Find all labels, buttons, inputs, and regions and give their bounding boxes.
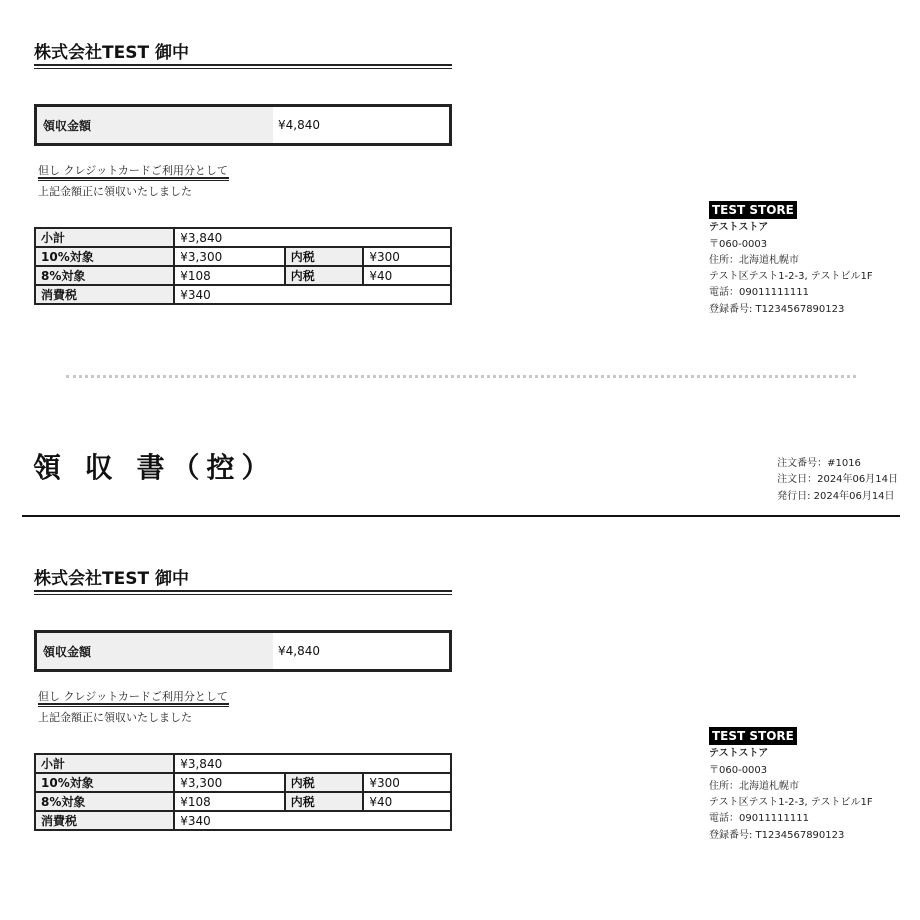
table-row <box>35 266 451 285</box>
rate10-label: 10%対象 <box>35 247 174 266</box>
header-divider <box>22 515 900 517</box>
store-postal: 〒060-0003 <box>709 764 768 776</box>
rate8-tax-label: 内税 <box>285 266 364 285</box>
subtotal-value: ¥3,840 <box>174 754 451 773</box>
rate8-tax-label: 内税 <box>285 792 364 811</box>
confirmation-text: 上記金額正に領収いたしました <box>38 185 192 198</box>
store-address-line2: テスト区テスト1-2-3, テストビル1F <box>709 271 873 283</box>
document-title: 領 収 書（控） <box>33 451 277 484</box>
confirmation-text: 上記金額正に領収いたしました <box>38 711 192 724</box>
rate8-value: ¥108 <box>174 792 285 811</box>
store-address-line1: 住所：北海道札幌市 <box>709 254 799 266</box>
memo: 但し クレジットカードご利用分として <box>38 164 228 177</box>
addressee-underline <box>34 64 452 69</box>
amount-value: ¥4,840 <box>278 118 320 132</box>
table-row <box>35 247 451 266</box>
rate10-tax-value: ¥300 <box>363 773 451 792</box>
tax-table <box>34 227 452 305</box>
consumption-tax-value: ¥340 <box>174 285 451 304</box>
store-phone: 電話：09011111111 <box>709 813 809 825</box>
store-registration: 登録番号: T1234567890123 <box>709 829 845 841</box>
store-logo-badge: TEST STORE <box>709 201 797 219</box>
addressee: 株式会社TEST 御中 <box>34 43 189 63</box>
addressee-underline <box>34 590 452 595</box>
store-info <box>709 201 873 318</box>
store-name: テストストア <box>709 748 769 760</box>
rate10-tax-value: ¥300 <box>363 247 451 266</box>
rate10-value: ¥3,300 <box>174 773 285 792</box>
addressee: 株式会社TEST 御中 <box>34 569 189 589</box>
subtotal-label: 小計 <box>35 228 174 247</box>
amount-box <box>34 630 452 672</box>
rate8-tax-value: ¥40 <box>363 792 451 811</box>
cut-line-divider <box>66 375 856 378</box>
memo: 但し クレジットカードご利用分として <box>38 690 228 703</box>
tax-table <box>34 753 452 831</box>
receipt-copy <box>0 526 920 846</box>
order-date: 注文日：2024年06月14日 <box>777 474 898 486</box>
memo-underline <box>38 703 229 707</box>
consumption-tax-value: ¥340 <box>174 811 451 830</box>
consumption-tax-label: 消費税 <box>35 811 174 830</box>
amount-label: 領収金額 <box>37 107 273 143</box>
consumption-tax-label: 消費税 <box>35 285 174 304</box>
table-row <box>35 285 451 304</box>
rate10-tax-label: 内税 <box>285 773 364 792</box>
store-address-line1: 住所：北海道札幌市 <box>709 780 799 792</box>
subtotal-label: 小計 <box>35 754 174 773</box>
table-row <box>35 228 451 247</box>
subtotal-value: ¥3,840 <box>174 228 451 247</box>
rate8-value: ¥108 <box>174 266 285 285</box>
amount-label: 領収金額 <box>37 633 273 669</box>
memo-underline <box>38 177 229 181</box>
order-info <box>777 456 898 505</box>
receipt-original <box>0 0 920 320</box>
issue-date: 発行日: 2024年06月14日 <box>777 490 895 502</box>
store-phone: 電話：09011111111 <box>709 287 809 299</box>
rate10-value: ¥3,300 <box>174 247 285 266</box>
rate10-label: 10%対象 <box>35 773 174 792</box>
store-logo-badge: TEST STORE <box>709 727 797 745</box>
table-row <box>35 792 451 811</box>
amount-box <box>34 104 452 146</box>
amount-value: ¥4,840 <box>278 644 320 658</box>
rate10-tax-label: 内税 <box>285 247 364 266</box>
table-row <box>35 773 451 792</box>
store-registration: 登録番号: T1234567890123 <box>709 303 845 315</box>
table-row <box>35 754 451 773</box>
store-name: テストストア <box>709 222 769 234</box>
table-row <box>35 811 451 830</box>
store-address-line2: テスト区テスト1-2-3, テストビル1F <box>709 797 873 809</box>
rate8-label: 8%対象 <box>35 266 174 285</box>
store-postal: 〒060-0003 <box>709 238 768 250</box>
order-number: 注文番号：#1016 <box>777 458 861 469</box>
rate8-label: 8%対象 <box>35 792 174 811</box>
rate8-tax-value: ¥40 <box>363 266 451 285</box>
store-info <box>709 727 873 844</box>
